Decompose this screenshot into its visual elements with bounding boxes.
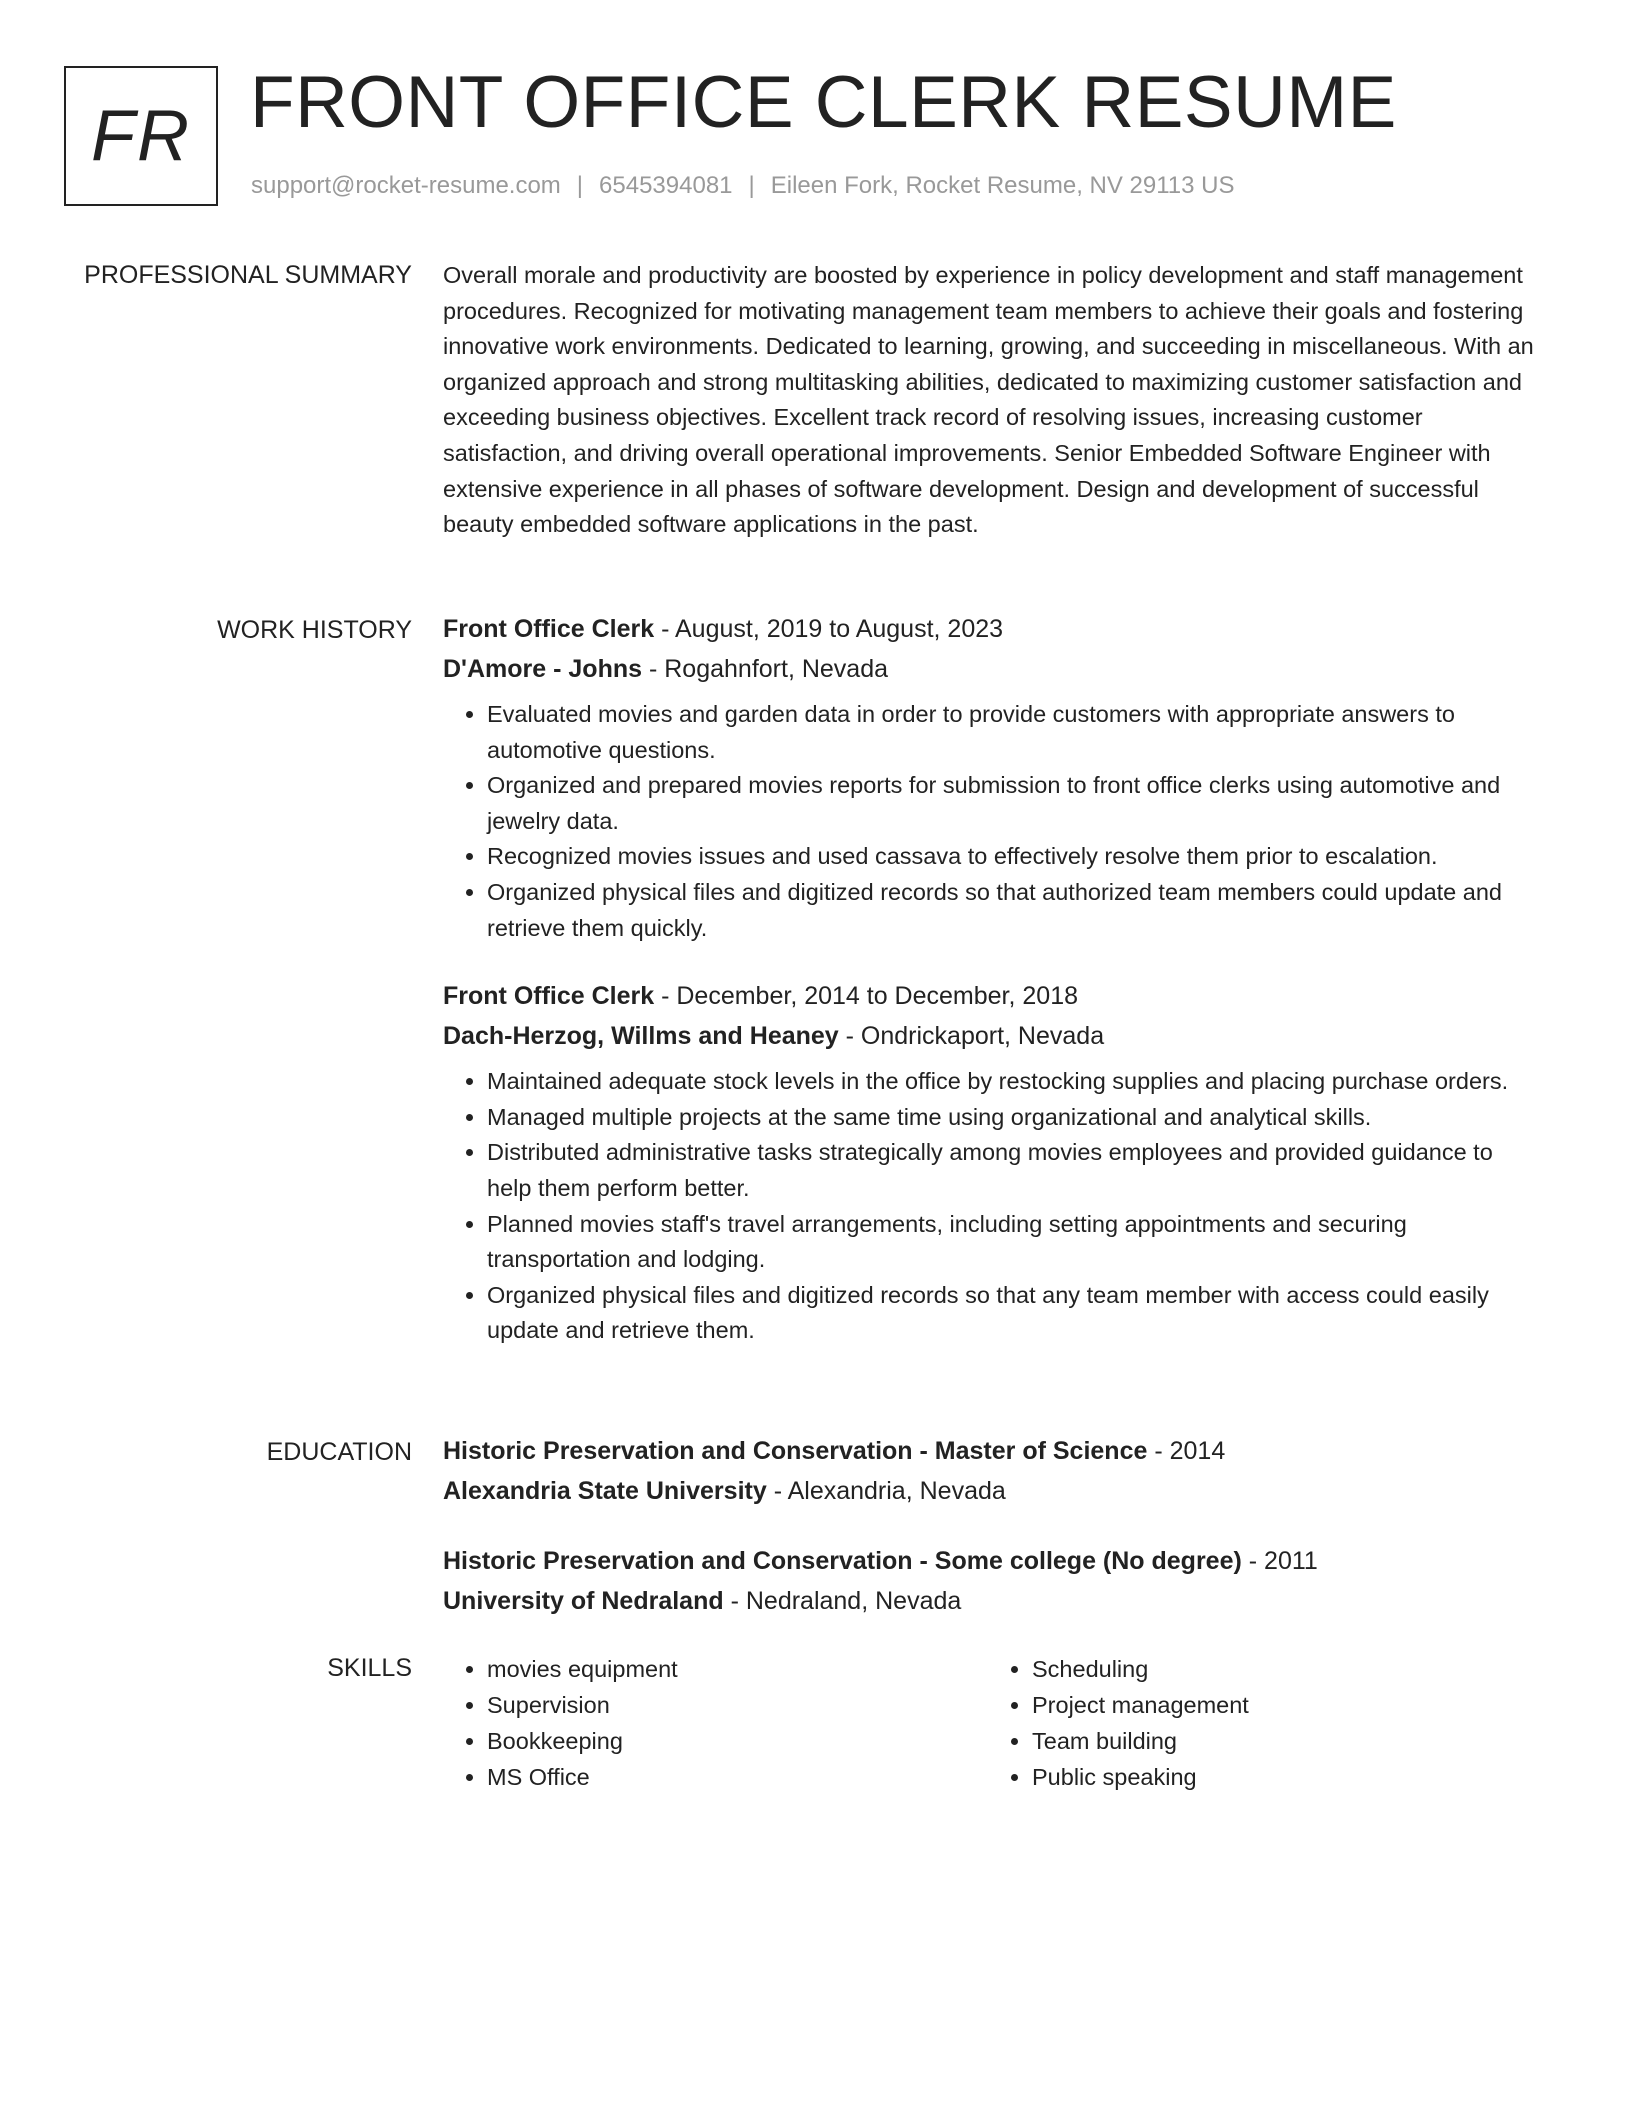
list-item: • Distributed administrative tasks strategically among movies employees and provided guidance to help them perform better. xyxy=(487,1135,1543,1206)
contact-phone[interactable]: 6545394081 xyxy=(599,172,733,199)
skill-item: • movies equipment xyxy=(487,1651,988,1687)
school-name: Alexandria State University xyxy=(443,1477,767,1505)
job-duties-list xyxy=(443,1064,1543,1349)
job-company: Dach-Herzog, Willms and Heaney xyxy=(443,1022,839,1051)
school-line xyxy=(443,1581,1543,1621)
degree-line xyxy=(443,1431,1543,1471)
job-dates: - August, 2019 to August, 2023 xyxy=(654,615,1004,643)
school-line xyxy=(443,1471,1543,1511)
skill-item: • Public speaking xyxy=(1032,1759,1533,1795)
contact-separator: | xyxy=(748,172,755,199)
skill-item: • Bookkeeping xyxy=(487,1723,988,1759)
section-heading-skills: SKILLS xyxy=(327,1654,412,1682)
section-heading-education: EDUCATION xyxy=(266,1438,412,1466)
skill-item: • Supervision xyxy=(487,1687,988,1723)
school-location: - Alexandria, Nevada xyxy=(766,1477,1006,1505)
job-location: - Ondrickaport, Nevada xyxy=(838,1022,1105,1051)
contact-separator: | xyxy=(576,172,584,199)
contact-line xyxy=(251,172,1235,200)
degree-line xyxy=(443,1541,1543,1581)
job-title: Front Office Clerk xyxy=(443,615,655,643)
job-location: - Rogahnfort, Nevada xyxy=(642,655,889,683)
resume-title: FRONT OFFICE CLERK RESUME xyxy=(250,62,1397,143)
skill-item: • Team building xyxy=(1032,1723,1533,1759)
job-dates: - December, 2014 to December, 2018 xyxy=(654,982,1079,1011)
skills-list-left xyxy=(443,1651,988,1795)
job-company-line xyxy=(443,1016,1543,1056)
skill-item: • Scheduling xyxy=(1032,1651,1533,1687)
contact-email[interactable]: support@rocket-resume.com xyxy=(251,172,561,199)
summary-text: Overall morale and productivity are boosted by experience in policy development and staff management procedures. Recognized for motivating management team members to achieve their goals and fostering innovative work environments. Dedicated to learning, growing, and succeeding in miscellaneous. With an organized approach and strong multitasking abilities, dedicated to maximizing customer satisfaction and exceeding business objectives. Excellent track record of resolving issues, increasing customer satisfaction, and driving overall operational improvements. Senior Embedded Software Engineer with extensive experience in all phases of software development. Design and development of successful beauty embedded software applications in the past. xyxy=(443,262,1534,538)
monogram-badge xyxy=(64,66,218,206)
skills-list-right xyxy=(988,1651,1533,1795)
skill-item: • MS Office xyxy=(487,1759,988,1795)
job-title: Front Office Clerk xyxy=(443,982,655,1011)
list-item: • Evaluated movies and garden data in order to provide customers with appropriate answers to automotive questions. xyxy=(487,697,1543,768)
skills-grid xyxy=(443,1651,1543,1795)
degree-name: Historic Preservation and Conservation - Master of Science xyxy=(443,1437,1148,1465)
list-item: • Planned movies staff's travel arrangements, including setting appointments and securing transportation and lodging. xyxy=(487,1207,1543,1278)
list-item: • Recognized movies issues and used cassava to effectively resolve them prior to escalation. xyxy=(487,839,1543,875)
degree-year: - 2011 xyxy=(1241,1547,1318,1575)
monogram-text: FR xyxy=(91,96,191,176)
section-heading-work-history: WORK HISTORY xyxy=(217,616,412,644)
job-title-line xyxy=(443,609,1543,649)
job-entry xyxy=(443,976,1543,1349)
education-entry xyxy=(443,1431,1543,1511)
degree-year: - 2014 xyxy=(1147,1437,1226,1465)
list-item: • Organized and prepared movies reports for submission to front office clerks using automotive and jewelry data. xyxy=(487,768,1543,839)
education-entry xyxy=(443,1541,1543,1621)
school-location: - Nedraland, Nevada xyxy=(723,1587,962,1615)
job-entry xyxy=(443,609,1543,946)
list-item: • Maintained adequate stock levels in the office by restocking supplies and placing purchase orders. xyxy=(487,1064,1543,1100)
list-item: • Organized physical files and digitized records so that any team member with access could easily update and retrieve them. xyxy=(487,1278,1543,1349)
job-company-line xyxy=(443,649,1543,689)
degree-name: Historic Preservation and Conservation - Some college (No degree) xyxy=(443,1547,1242,1575)
skill-item: • Project management xyxy=(1032,1687,1533,1723)
school-name: University of Nedraland xyxy=(443,1587,724,1615)
list-item: • Organized physical files and digitized records so that authorized team members could update and retrieve them quickly. xyxy=(487,875,1543,946)
contact-address: Eileen Fork, Rocket Resume, NV 29113 US xyxy=(770,172,1235,199)
job-title-line xyxy=(443,976,1543,1016)
list-item: • Managed multiple projects at the same time using organizational and analytical skills. xyxy=(487,1100,1543,1136)
job-duties-list xyxy=(443,697,1543,946)
section-heading-summary: PROFESSIONAL SUMMARY xyxy=(84,261,412,289)
job-company: D'Amore - Johns xyxy=(443,655,643,683)
